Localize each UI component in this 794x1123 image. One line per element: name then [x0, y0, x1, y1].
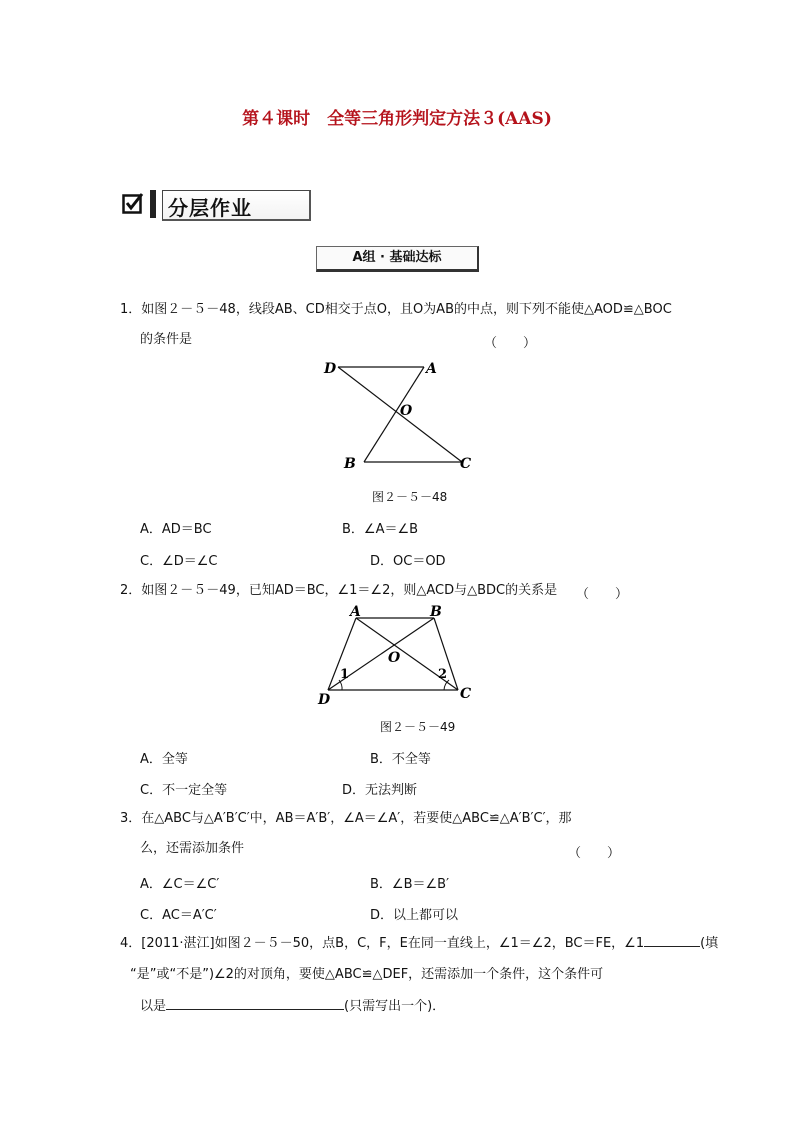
- checkbox-icon: [122, 192, 144, 214]
- point-label-o: O: [388, 650, 401, 666]
- point-label-b: B: [344, 456, 356, 472]
- section-banner: [122, 190, 310, 220]
- question-4-line-1-text: 4．[2011·湛江]如图２－５－50，点B，C，F，E在同一直线上，∠1＝∠2，BC＝FE，∠1: [120, 936, 645, 951]
- banner-divider: [150, 190, 156, 218]
- question-1-option-c: C．∠D＝∠C: [140, 554, 218, 569]
- figure-2-5-48: [318, 355, 478, 475]
- question-2-option-c: C．不一定全等: [140, 783, 228, 798]
- question-3-line-1: 3．在△ABC与△A′B′C′中，AB＝A′B′，∠A＝∠A′，若要使△ABC≌△A′B′C′，那: [120, 811, 572, 826]
- point-label-o: O: [400, 403, 413, 419]
- question-4-line-2: “是”或“不是”)∠2的对顶角，要使△ABC≌△DEF，还需添加一个条件，这个条件可: [130, 967, 604, 982]
- group-tag: A组 · 基础达标: [316, 246, 479, 272]
- question-3-option-a: A．∠C＝∠C′: [140, 877, 220, 892]
- figure-caption-49: 图２－５－49: [380, 720, 456, 734]
- question-1-option-a: A．AD＝BC: [140, 522, 212, 537]
- question-3-option-d: D．以上都可以: [370, 908, 459, 923]
- point-label-a: A: [350, 604, 361, 620]
- point-label-a: A: [426, 361, 437, 377]
- page-title: 第４课时 全等三角形判定方法３(AAS): [242, 109, 552, 129]
- question-3-answer-bracket: （ ）: [568, 846, 621, 861]
- question-4-line-3: [140, 992, 445, 1022]
- question-3-option-b: B．∠B＝∠B′: [370, 877, 450, 892]
- angle-label-1: 1: [340, 667, 350, 682]
- question-4-line-1-suffix: (填: [700, 936, 719, 951]
- question-1-answer-bracket: （ ）: [484, 336, 537, 351]
- figure-2-5-49: [312, 600, 482, 710]
- question-1-option-b: B．∠A＝∠B: [342, 522, 419, 537]
- point-label-d: D: [324, 361, 337, 377]
- point-label-c: C: [460, 686, 472, 702]
- question-1-option-d: D．OC＝OD: [370, 554, 446, 569]
- answer-blank-1[interactable]: [644, 934, 700, 947]
- question-4-line-3-prefix: 以是: [140, 999, 167, 1014]
- angle-label-2: 2: [438, 667, 448, 682]
- point-label-c: C: [460, 456, 472, 472]
- question-1-line-1: 1．如图２－５－48，线段AB、CD相交于点O，且O为AB的中点，则下列不能使△AOD≌△BOC: [120, 302, 672, 317]
- question-2-option-b: B．不全等: [370, 752, 431, 767]
- answer-blank-2[interactable]: [166, 997, 344, 1010]
- question-2-option-a: A．全等: [140, 752, 188, 767]
- banner-label: 分层作业: [168, 196, 252, 220]
- question-4-line-3-suffix: (只需写出一个)．: [344, 999, 446, 1014]
- question-2-answer-bracket: （ ）: [576, 587, 629, 602]
- question-1-line-2: 的条件是: [140, 332, 193, 347]
- question-2-option-d: D．无法判断: [342, 783, 418, 798]
- question-4-line-1: [120, 929, 718, 959]
- point-label-d: D: [318, 692, 331, 708]
- question-3-line-2: 么，还需添加条件: [140, 841, 245, 856]
- question-2-line-1: 2．如图２－５－49，已知AD＝BC，∠1＝∠2，则△ACD与△BDC的关系是: [120, 583, 558, 598]
- question-3-option-c: C．AC＝A′C′: [140, 908, 217, 923]
- figure-caption-48: 图２－５－48: [372, 490, 448, 504]
- point-label-b: B: [430, 604, 442, 620]
